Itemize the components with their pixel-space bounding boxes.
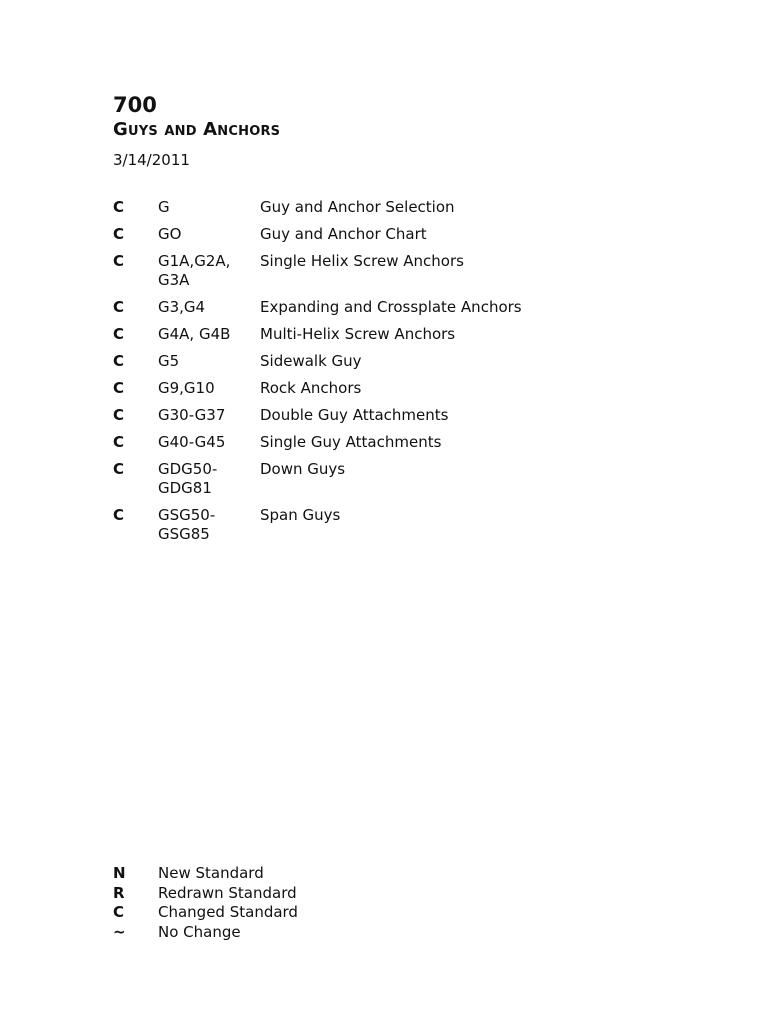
list-item <box>113 198 673 217</box>
standard-code: G5 <box>158 352 180 370</box>
list-item <box>113 325 673 344</box>
legend-meaning: New Standard <box>158 864 264 882</box>
list-item <box>113 298 673 317</box>
standards-list <box>113 198 673 552</box>
list-item <box>113 352 673 371</box>
status-code: C <box>113 406 125 424</box>
standard-description: Single Helix Screw Anchors <box>260 252 464 270</box>
status-code: C <box>113 198 125 216</box>
status-code: C <box>113 252 125 270</box>
standard-code: GSG50- GSG85 <box>158 506 216 543</box>
standard-code: G1A,G2A, G3A <box>158 252 231 289</box>
list-item <box>113 252 673 290</box>
legend-item <box>113 864 513 884</box>
standard-code: G40-G45 <box>158 433 226 451</box>
status-code: C <box>113 460 125 478</box>
standard-code: G3,G4 <box>158 298 206 316</box>
standard-description: Expanding and Crossplate Anchors <box>260 298 522 316</box>
status-legend <box>113 864 513 942</box>
status-code: C <box>113 379 125 397</box>
standard-code: G30-G37 <box>158 406 226 424</box>
standard-code: GDG50- GDG81 <box>158 460 218 497</box>
list-item <box>113 460 673 498</box>
standard-description: Rock Anchors <box>260 379 362 397</box>
list-item <box>113 379 673 398</box>
status-code: C <box>113 352 125 370</box>
list-item <box>113 433 673 452</box>
standard-description: Double Guy Attachments <box>260 406 449 424</box>
standard-description: Sidewalk Guy <box>260 352 362 370</box>
list-item <box>113 506 673 544</box>
standard-description: Guy and Anchor Chart <box>260 225 427 243</box>
legend-item <box>113 884 513 904</box>
standard-description: Multi-Helix Screw Anchors <box>260 325 456 343</box>
standard-description: Down Guys <box>260 460 346 478</box>
list-item <box>113 406 673 425</box>
standard-description: Single Guy Attachments <box>260 433 442 451</box>
section-title: Guys and Anchors <box>113 119 281 140</box>
standard-code: G4A, G4B <box>158 325 231 343</box>
legend-item <box>113 903 513 923</box>
standard-description: Guy and Anchor Selection <box>260 198 455 216</box>
legend-key: C <box>113 903 125 921</box>
standard-code: GO <box>158 225 182 243</box>
legend-item <box>113 923 513 943</box>
document-header <box>113 92 713 543</box>
status-code: C <box>113 298 125 316</box>
standard-code: G <box>158 198 170 216</box>
legend-key: N <box>113 864 126 882</box>
legend-key: ~ <box>113 922 126 941</box>
section-number: 700 <box>113 93 157 117</box>
status-code: C <box>113 325 125 343</box>
legend-meaning: No Change <box>158 922 241 941</box>
status-code: C <box>113 506 125 524</box>
legend-meaning: Changed Standard <box>158 903 298 921</box>
legend-meaning: Redrawn Standard <box>158 883 297 902</box>
status-code: C <box>113 433 125 451</box>
status-code: C <box>113 225 125 243</box>
legend-key: R <box>113 883 125 902</box>
standard-description: Span Guys <box>260 506 341 524</box>
list-item <box>113 225 673 244</box>
standard-code: G9,G10 <box>158 379 215 397</box>
revision-date: 3/14/2011 <box>113 151 190 169</box>
